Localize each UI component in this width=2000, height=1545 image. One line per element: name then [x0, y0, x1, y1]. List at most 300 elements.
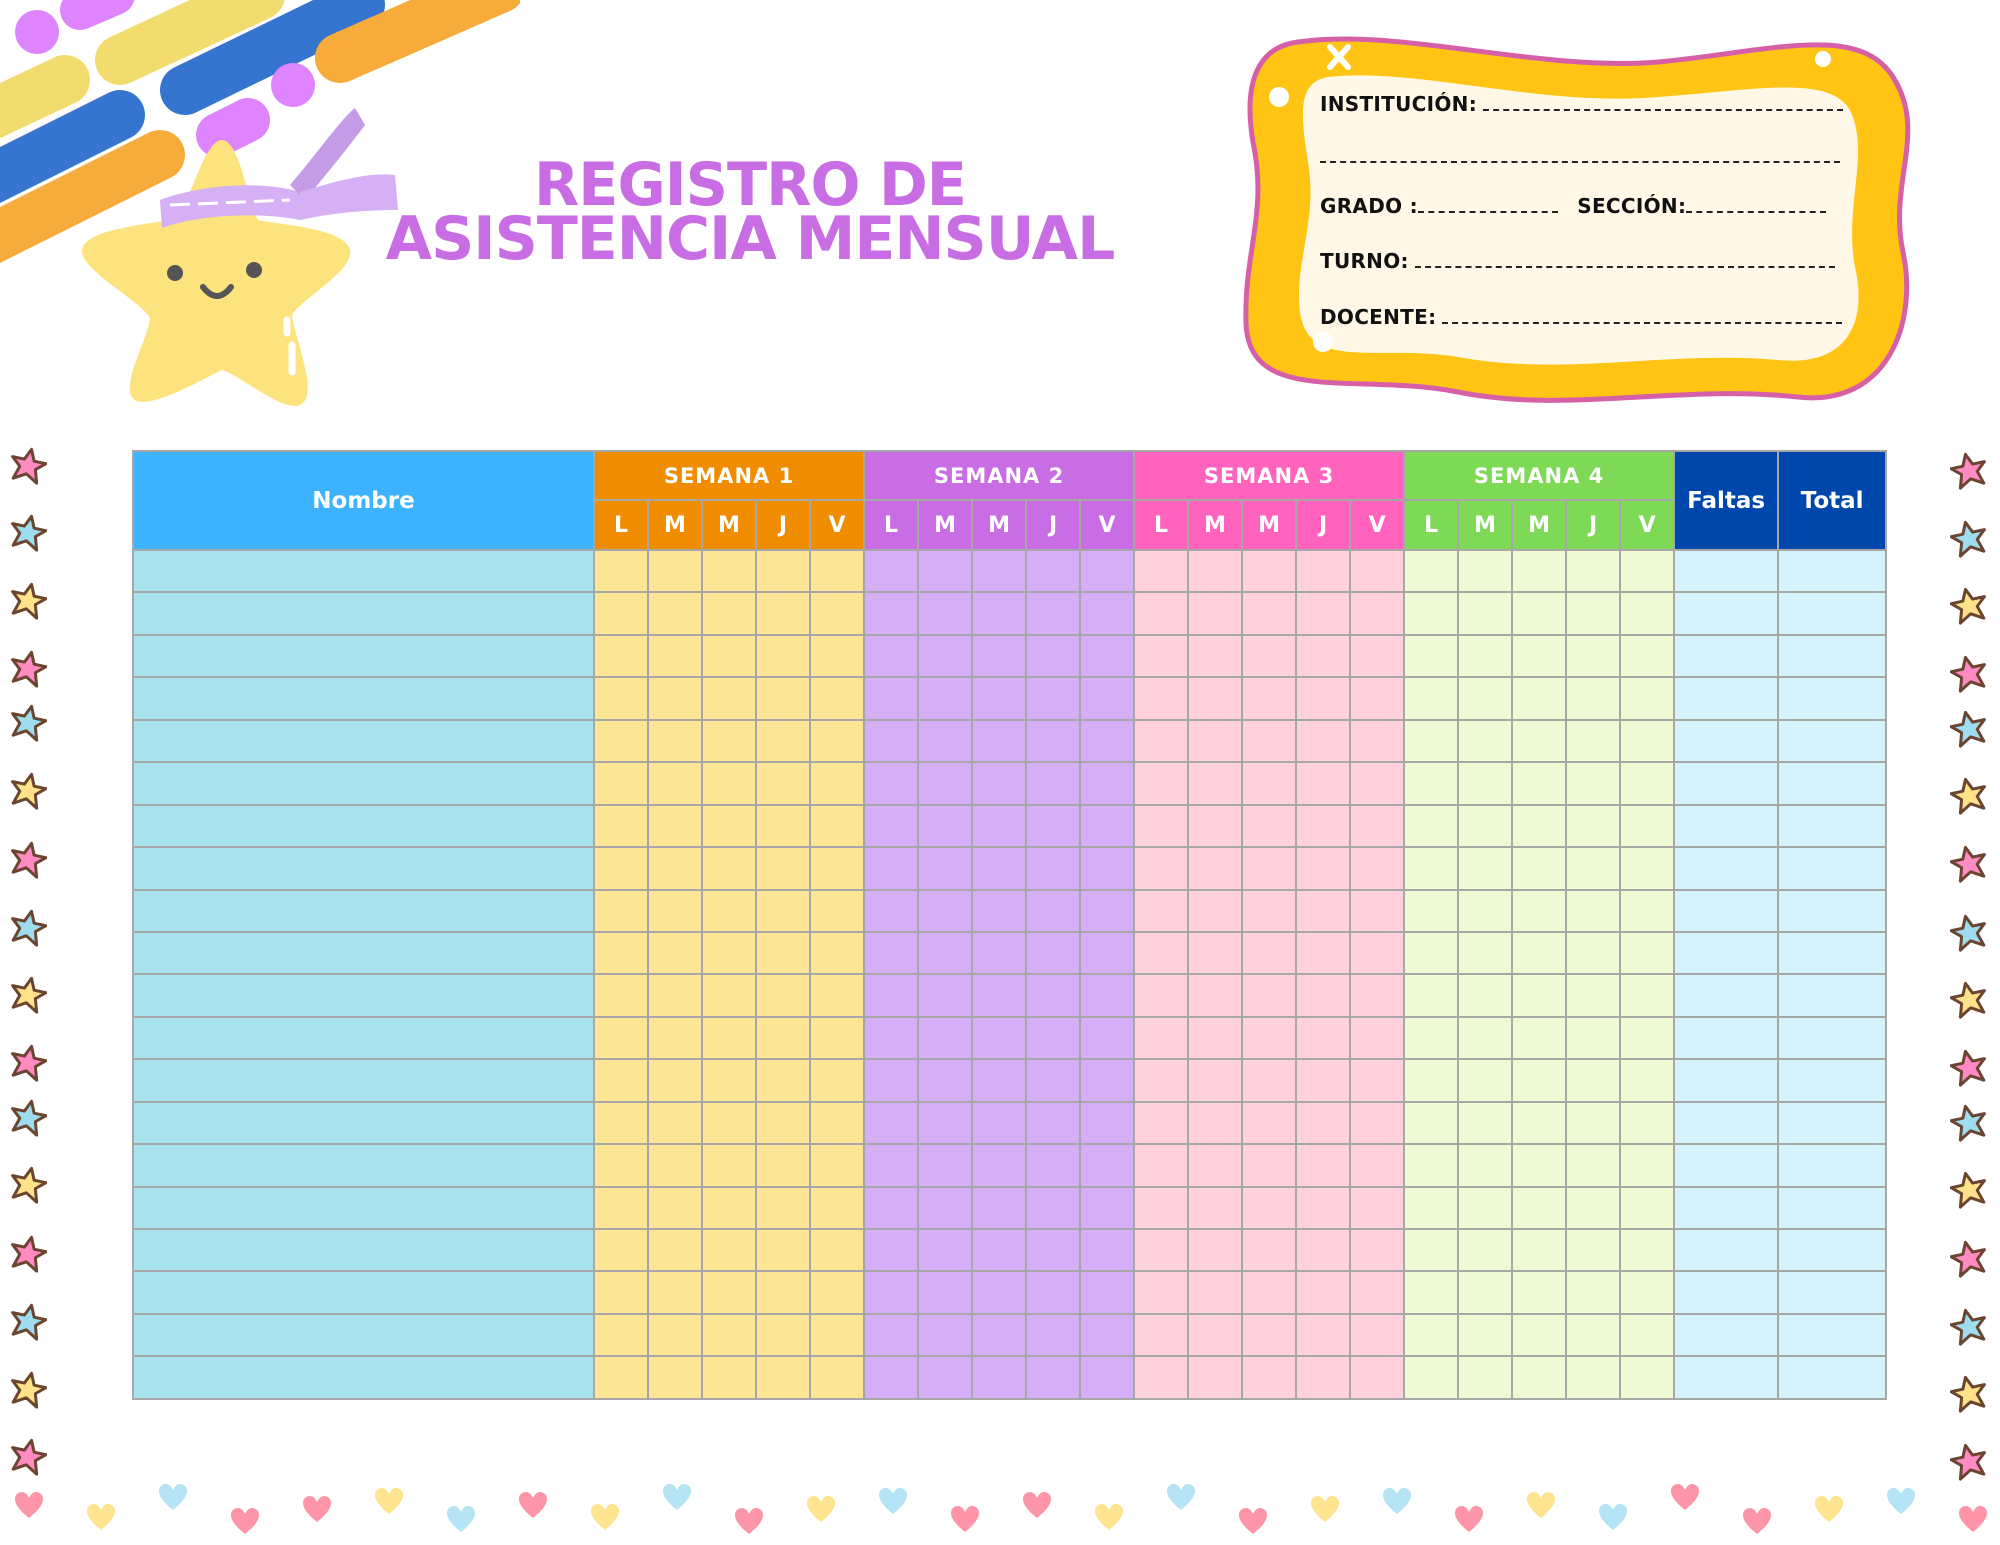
attendance-cell-semana-1[interactable]	[648, 720, 702, 762]
attendance-cell-semana-2[interactable]	[1080, 1356, 1134, 1398]
attendance-cell-semana-2[interactable]	[918, 1229, 972, 1271]
attendance-cell-semana-4[interactable]	[1404, 805, 1458, 847]
attendance-cell-semana-2[interactable]	[972, 677, 1026, 719]
attendance-cell-semana-1[interactable]	[648, 890, 702, 932]
attendance-cell-semana-4[interactable]	[1404, 1356, 1458, 1398]
attendance-cell-semana-4[interactable]	[1458, 1059, 1512, 1101]
attendance-cell-semana-4[interactable]	[1458, 635, 1512, 677]
attendance-cell-semana-2[interactable]	[918, 1314, 972, 1356]
attendance-cell-semana-1[interactable]	[648, 1229, 702, 1271]
attendance-cell-semana-3[interactable]	[1134, 1059, 1188, 1101]
attendance-cell-semana-4[interactable]	[1512, 1187, 1566, 1229]
attendance-cell-semana-4[interactable]	[1512, 592, 1566, 634]
attendance-cell-semana-2[interactable]	[864, 1187, 918, 1229]
attendance-cell-semana-4[interactable]	[1512, 1356, 1566, 1398]
attendance-cell-semana-4[interactable]	[1404, 592, 1458, 634]
attendance-cell-semana-3[interactable]	[1134, 1144, 1188, 1186]
attendance-cell-semana-4[interactable]	[1404, 1059, 1458, 1101]
attendance-cell-semana-1[interactable]	[756, 932, 810, 974]
attendance-cell-semana-2[interactable]	[864, 1144, 918, 1186]
attendance-cell-semana-1[interactable]	[810, 635, 864, 677]
attendance-cell-semana-2[interactable]	[972, 635, 1026, 677]
attendance-cell-semana-1[interactable]	[594, 1144, 648, 1186]
attendance-cell-semana-3[interactable]	[1134, 1187, 1188, 1229]
attendance-cell-semana-2[interactable]	[918, 635, 972, 677]
attendance-cell-semana-3[interactable]	[1134, 1271, 1188, 1313]
total-cell[interactable]	[1778, 720, 1886, 762]
attendance-cell-semana-2[interactable]	[864, 1102, 918, 1144]
attendance-cell-semana-1[interactable]	[594, 805, 648, 847]
attendance-cell-semana-2[interactable]	[1080, 1059, 1134, 1101]
attendance-cell-semana-3[interactable]	[1134, 847, 1188, 889]
attendance-cell-semana-1[interactable]	[702, 974, 756, 1016]
attendance-cell-semana-2[interactable]	[1026, 677, 1080, 719]
attendance-cell-semana-2[interactable]	[972, 974, 1026, 1016]
faltas-cell[interactable]	[1674, 762, 1778, 804]
attendance-cell-semana-3[interactable]	[1296, 932, 1350, 974]
attendance-cell-semana-4[interactable]	[1458, 720, 1512, 762]
attendance-cell-semana-4[interactable]	[1620, 1229, 1674, 1271]
attendance-cell-semana-2[interactable]	[1026, 1271, 1080, 1313]
attendance-cell-semana-2[interactable]	[864, 1059, 918, 1101]
attendance-cell-semana-1[interactable]	[810, 1271, 864, 1313]
attendance-cell-semana-2[interactable]	[918, 1144, 972, 1186]
attendance-cell-semana-1[interactable]	[648, 635, 702, 677]
attendance-cell-semana-4[interactable]	[1566, 932, 1620, 974]
faltas-cell[interactable]	[1674, 932, 1778, 974]
attendance-cell-semana-1[interactable]	[702, 1144, 756, 1186]
attendance-cell-semana-1[interactable]	[756, 1017, 810, 1059]
attendance-cell-semana-1[interactable]	[648, 932, 702, 974]
attendance-cell-semana-1[interactable]	[648, 1144, 702, 1186]
attendance-cell-semana-1[interactable]	[702, 932, 756, 974]
attendance-cell-semana-2[interactable]	[1080, 550, 1134, 592]
attendance-cell-semana-4[interactable]	[1458, 677, 1512, 719]
attendance-cell-semana-1[interactable]	[594, 720, 648, 762]
attendance-cell-semana-3[interactable]	[1188, 847, 1242, 889]
attendance-cell-semana-1[interactable]	[756, 1187, 810, 1229]
attendance-cell-semana-1[interactable]	[756, 677, 810, 719]
attendance-cell-semana-4[interactable]	[1620, 890, 1674, 932]
attendance-cell-semana-4[interactable]	[1620, 677, 1674, 719]
attendance-cell-semana-4[interactable]	[1566, 1229, 1620, 1271]
attendance-cell-semana-3[interactable]	[1296, 762, 1350, 804]
attendance-cell-semana-1[interactable]	[594, 1059, 648, 1101]
attendance-cell-semana-3[interactable]	[1296, 550, 1350, 592]
attendance-cell-semana-3[interactable]	[1188, 1017, 1242, 1059]
attendance-cell-semana-1[interactable]	[702, 1314, 756, 1356]
attendance-cell-semana-4[interactable]	[1566, 805, 1620, 847]
attendance-cell-semana-4[interactable]	[1512, 677, 1566, 719]
turno-field[interactable]	[1320, 249, 1835, 273]
total-cell[interactable]	[1778, 677, 1886, 719]
faltas-cell[interactable]	[1674, 1187, 1778, 1229]
attendance-cell-semana-1[interactable]	[756, 1144, 810, 1186]
attendance-cell-semana-2[interactable]	[918, 1102, 972, 1144]
attendance-cell-semana-3[interactable]	[1134, 635, 1188, 677]
total-cell[interactable]	[1778, 932, 1886, 974]
attendance-cell-semana-1[interactable]	[756, 847, 810, 889]
attendance-cell-semana-1[interactable]	[756, 592, 810, 634]
attendance-cell-semana-1[interactable]	[810, 677, 864, 719]
attendance-cell-semana-4[interactable]	[1566, 720, 1620, 762]
student-name-cell[interactable]	[133, 1187, 594, 1229]
attendance-cell-semana-3[interactable]	[1350, 1229, 1404, 1271]
attendance-cell-semana-2[interactable]	[972, 890, 1026, 932]
institucion-field-continuation[interactable]	[1320, 144, 1840, 168]
attendance-cell-semana-1[interactable]	[648, 1314, 702, 1356]
total-cell[interactable]	[1778, 1356, 1886, 1398]
attendance-cell-semana-4[interactable]	[1458, 890, 1512, 932]
attendance-cell-semana-1[interactable]	[756, 974, 810, 1016]
attendance-cell-semana-4[interactable]	[1566, 1059, 1620, 1101]
attendance-cell-semana-1[interactable]	[702, 550, 756, 592]
total-cell[interactable]	[1778, 1314, 1886, 1356]
attendance-cell-semana-2[interactable]	[972, 1017, 1026, 1059]
total-cell[interactable]	[1778, 592, 1886, 634]
attendance-cell-semana-2[interactable]	[918, 932, 972, 974]
attendance-cell-semana-4[interactable]	[1512, 1102, 1566, 1144]
attendance-cell-semana-1[interactable]	[756, 1271, 810, 1313]
attendance-cell-semana-2[interactable]	[864, 762, 918, 804]
attendance-cell-semana-1[interactable]	[648, 974, 702, 1016]
attendance-cell-semana-4[interactable]	[1404, 720, 1458, 762]
attendance-cell-semana-3[interactable]	[1350, 720, 1404, 762]
attendance-cell-semana-1[interactable]	[648, 592, 702, 634]
attendance-cell-semana-3[interactable]	[1350, 1017, 1404, 1059]
attendance-cell-semana-4[interactable]	[1458, 1144, 1512, 1186]
attendance-cell-semana-4[interactable]	[1458, 1314, 1512, 1356]
attendance-cell-semana-4[interactable]	[1458, 805, 1512, 847]
attendance-cell-semana-2[interactable]	[972, 1102, 1026, 1144]
attendance-cell-semana-4[interactable]	[1458, 847, 1512, 889]
docente-field[interactable]	[1320, 305, 1842, 329]
attendance-cell-semana-1[interactable]	[594, 635, 648, 677]
attendance-cell-semana-1[interactable]	[594, 1271, 648, 1313]
student-name-cell[interactable]	[133, 1102, 594, 1144]
attendance-cell-semana-3[interactable]	[1242, 1356, 1296, 1398]
attendance-cell-semana-2[interactable]	[1080, 1314, 1134, 1356]
total-cell[interactable]	[1778, 1271, 1886, 1313]
attendance-cell-semana-1[interactable]	[594, 1314, 648, 1356]
attendance-cell-semana-2[interactable]	[1026, 635, 1080, 677]
total-cell[interactable]	[1778, 847, 1886, 889]
attendance-cell-semana-2[interactable]	[918, 1271, 972, 1313]
attendance-cell-semana-2[interactable]	[1026, 720, 1080, 762]
attendance-cell-semana-4[interactable]	[1620, 1102, 1674, 1144]
attendance-cell-semana-3[interactable]	[1296, 1314, 1350, 1356]
attendance-cell-semana-2[interactable]	[972, 762, 1026, 804]
attendance-cell-semana-4[interactable]	[1404, 762, 1458, 804]
total-cell[interactable]	[1778, 550, 1886, 592]
grado-blank[interactable]	[1418, 210, 1558, 213]
attendance-cell-semana-3[interactable]	[1188, 1271, 1242, 1313]
attendance-cell-semana-3[interactable]	[1242, 890, 1296, 932]
attendance-cell-semana-1[interactable]	[702, 1059, 756, 1101]
attendance-cell-semana-3[interactable]	[1242, 1017, 1296, 1059]
attendance-cell-semana-1[interactable]	[702, 890, 756, 932]
attendance-cell-semana-4[interactable]	[1512, 550, 1566, 592]
attendance-cell-semana-4[interactable]	[1404, 1017, 1458, 1059]
attendance-cell-semana-4[interactable]	[1566, 974, 1620, 1016]
attendance-cell-semana-1[interactable]	[648, 677, 702, 719]
attendance-cell-semana-3[interactable]	[1296, 805, 1350, 847]
attendance-cell-semana-1[interactable]	[810, 932, 864, 974]
attendance-cell-semana-1[interactable]	[756, 1229, 810, 1271]
attendance-cell-semana-4[interactable]	[1512, 890, 1566, 932]
faltas-cell[interactable]	[1674, 890, 1778, 932]
attendance-cell-semana-3[interactable]	[1242, 847, 1296, 889]
attendance-cell-semana-3[interactable]	[1296, 847, 1350, 889]
attendance-cell-semana-1[interactable]	[648, 762, 702, 804]
attendance-cell-semana-3[interactable]	[1242, 592, 1296, 634]
faltas-cell[interactable]	[1674, 1059, 1778, 1101]
total-cell[interactable]	[1778, 1187, 1886, 1229]
attendance-cell-semana-4[interactable]	[1512, 1229, 1566, 1271]
attendance-cell-semana-4[interactable]	[1566, 1102, 1620, 1144]
attendance-cell-semana-3[interactable]	[1296, 1356, 1350, 1398]
student-name-cell[interactable]	[133, 805, 594, 847]
attendance-cell-semana-1[interactable]	[756, 1356, 810, 1398]
attendance-cell-semana-2[interactable]	[864, 677, 918, 719]
attendance-cell-semana-2[interactable]	[918, 550, 972, 592]
attendance-cell-semana-2[interactable]	[1080, 1102, 1134, 1144]
attendance-cell-semana-1[interactable]	[756, 1059, 810, 1101]
attendance-cell-semana-4[interactable]	[1566, 1314, 1620, 1356]
attendance-cell-semana-3[interactable]	[1350, 550, 1404, 592]
student-name-cell[interactable]	[133, 847, 594, 889]
attendance-cell-semana-3[interactable]	[1350, 1187, 1404, 1229]
attendance-cell-semana-3[interactable]	[1188, 550, 1242, 592]
faltas-cell[interactable]	[1674, 1314, 1778, 1356]
docente-blank[interactable]	[1442, 321, 1842, 324]
attendance-cell-semana-4[interactable]	[1512, 720, 1566, 762]
attendance-cell-semana-2[interactable]	[1080, 720, 1134, 762]
attendance-cell-semana-4[interactable]	[1620, 805, 1674, 847]
attendance-cell-semana-3[interactable]	[1134, 550, 1188, 592]
attendance-cell-semana-3[interactable]	[1134, 974, 1188, 1016]
attendance-cell-semana-2[interactable]	[864, 974, 918, 1016]
total-cell[interactable]	[1778, 635, 1886, 677]
attendance-cell-semana-4[interactable]	[1566, 592, 1620, 634]
attendance-cell-semana-3[interactable]	[1296, 890, 1350, 932]
attendance-cell-semana-4[interactable]	[1458, 1356, 1512, 1398]
attendance-cell-semana-2[interactable]	[1080, 1229, 1134, 1271]
attendance-cell-semana-1[interactable]	[810, 720, 864, 762]
attendance-cell-semana-1[interactable]	[702, 592, 756, 634]
attendance-cell-semana-2[interactable]	[1080, 677, 1134, 719]
attendance-cell-semana-3[interactable]	[1134, 762, 1188, 804]
total-cell[interactable]	[1778, 1017, 1886, 1059]
student-name-cell[interactable]	[133, 1314, 594, 1356]
student-name-cell[interactable]	[133, 1271, 594, 1313]
attendance-cell-semana-3[interactable]	[1350, 974, 1404, 1016]
attendance-cell-semana-4[interactable]	[1566, 1017, 1620, 1059]
attendance-cell-semana-4[interactable]	[1620, 1059, 1674, 1101]
attendance-cell-semana-3[interactable]	[1242, 1187, 1296, 1229]
attendance-cell-semana-1[interactable]	[810, 550, 864, 592]
attendance-cell-semana-2[interactable]	[864, 1229, 918, 1271]
attendance-cell-semana-1[interactable]	[648, 847, 702, 889]
attendance-cell-semana-2[interactable]	[1026, 1059, 1080, 1101]
attendance-cell-semana-2[interactable]	[918, 762, 972, 804]
attendance-cell-semana-4[interactable]	[1512, 1144, 1566, 1186]
attendance-cell-semana-1[interactable]	[594, 1356, 648, 1398]
attendance-cell-semana-2[interactable]	[1026, 1229, 1080, 1271]
attendance-cell-semana-4[interactable]	[1404, 1187, 1458, 1229]
attendance-cell-semana-4[interactable]	[1566, 1356, 1620, 1398]
attendance-cell-semana-1[interactable]	[810, 974, 864, 1016]
attendance-cell-semana-2[interactable]	[1080, 635, 1134, 677]
attendance-cell-semana-1[interactable]	[810, 1229, 864, 1271]
attendance-cell-semana-4[interactable]	[1512, 847, 1566, 889]
attendance-cell-semana-1[interactable]	[702, 762, 756, 804]
attendance-cell-semana-1[interactable]	[594, 1229, 648, 1271]
attendance-cell-semana-4[interactable]	[1512, 805, 1566, 847]
faltas-cell[interactable]	[1674, 1229, 1778, 1271]
attendance-cell-semana-2[interactable]	[864, 805, 918, 847]
attendance-cell-semana-1[interactable]	[648, 1271, 702, 1313]
attendance-cell-semana-3[interactable]	[1134, 1356, 1188, 1398]
attendance-cell-semana-3[interactable]	[1188, 1144, 1242, 1186]
attendance-cell-semana-2[interactable]	[972, 1271, 1026, 1313]
student-name-cell[interactable]	[133, 974, 594, 1016]
attendance-cell-semana-3[interactable]	[1242, 974, 1296, 1016]
attendance-cell-semana-3[interactable]	[1350, 1059, 1404, 1101]
attendance-cell-semana-2[interactable]	[864, 635, 918, 677]
attendance-cell-semana-2[interactable]	[1026, 805, 1080, 847]
faltas-cell[interactable]	[1674, 550, 1778, 592]
attendance-cell-semana-1[interactable]	[756, 890, 810, 932]
faltas-cell[interactable]	[1674, 847, 1778, 889]
attendance-cell-semana-2[interactable]	[918, 1059, 972, 1101]
attendance-cell-semana-4[interactable]	[1512, 635, 1566, 677]
attendance-cell-semana-1[interactable]	[702, 1229, 756, 1271]
attendance-cell-semana-3[interactable]	[1242, 1059, 1296, 1101]
faltas-cell[interactable]	[1674, 1017, 1778, 1059]
attendance-cell-semana-4[interactable]	[1566, 1187, 1620, 1229]
attendance-cell-semana-3[interactable]	[1350, 762, 1404, 804]
student-name-cell[interactable]	[133, 1059, 594, 1101]
attendance-cell-semana-3[interactable]	[1296, 592, 1350, 634]
attendance-cell-semana-1[interactable]	[594, 847, 648, 889]
attendance-cell-semana-2[interactable]	[1026, 932, 1080, 974]
attendance-cell-semana-3[interactable]	[1188, 1187, 1242, 1229]
attendance-cell-semana-2[interactable]	[1026, 890, 1080, 932]
attendance-cell-semana-2[interactable]	[972, 1356, 1026, 1398]
attendance-cell-semana-1[interactable]	[702, 1102, 756, 1144]
student-name-cell[interactable]	[133, 635, 594, 677]
attendance-cell-semana-4[interactable]	[1404, 890, 1458, 932]
attendance-cell-semana-2[interactable]	[918, 974, 972, 1016]
attendance-cell-semana-1[interactable]	[648, 550, 702, 592]
attendance-cell-semana-3[interactable]	[1188, 932, 1242, 974]
attendance-cell-semana-3[interactable]	[1242, 1314, 1296, 1356]
student-name-cell[interactable]	[133, 890, 594, 932]
attendance-cell-semana-4[interactable]	[1512, 1271, 1566, 1313]
attendance-cell-semana-2[interactable]	[864, 720, 918, 762]
attendance-cell-semana-1[interactable]	[756, 1102, 810, 1144]
attendance-cell-semana-1[interactable]	[756, 635, 810, 677]
attendance-cell-semana-2[interactable]	[1026, 1187, 1080, 1229]
attendance-cell-semana-1[interactable]	[756, 720, 810, 762]
faltas-cell[interactable]	[1674, 1356, 1778, 1398]
attendance-cell-semana-1[interactable]	[648, 1356, 702, 1398]
attendance-cell-semana-3[interactable]	[1242, 1271, 1296, 1313]
attendance-cell-semana-2[interactable]	[864, 1356, 918, 1398]
attendance-cell-semana-3[interactable]	[1350, 1102, 1404, 1144]
attendance-cell-semana-2[interactable]	[864, 1017, 918, 1059]
faltas-cell[interactable]	[1674, 1144, 1778, 1186]
attendance-cell-semana-4[interactable]	[1458, 1102, 1512, 1144]
attendance-cell-semana-2[interactable]	[972, 1187, 1026, 1229]
total-cell[interactable]	[1778, 1102, 1886, 1144]
institucion-blank[interactable]	[1483, 108, 1843, 111]
attendance-cell-semana-3[interactable]	[1134, 1314, 1188, 1356]
attendance-cell-semana-2[interactable]	[1080, 890, 1134, 932]
attendance-cell-semana-2[interactable]	[972, 720, 1026, 762]
attendance-cell-semana-3[interactable]	[1188, 974, 1242, 1016]
attendance-cell-semana-3[interactable]	[1188, 1102, 1242, 1144]
attendance-cell-semana-2[interactable]	[972, 592, 1026, 634]
attendance-cell-semana-4[interactable]	[1458, 1229, 1512, 1271]
attendance-cell-semana-3[interactable]	[1350, 1356, 1404, 1398]
faltas-cell[interactable]	[1674, 635, 1778, 677]
attendance-cell-semana-2[interactable]	[1026, 847, 1080, 889]
attendance-cell-semana-2[interactable]	[1080, 847, 1134, 889]
attendance-cell-semana-3[interactable]	[1188, 1356, 1242, 1398]
faltas-cell[interactable]	[1674, 1102, 1778, 1144]
attendance-cell-semana-4[interactable]	[1620, 550, 1674, 592]
attendance-cell-semana-1[interactable]	[702, 1356, 756, 1398]
attendance-cell-semana-1[interactable]	[594, 932, 648, 974]
attendance-cell-semana-4[interactable]	[1458, 932, 1512, 974]
attendance-cell-semana-4[interactable]	[1404, 1102, 1458, 1144]
attendance-cell-semana-3[interactable]	[1350, 677, 1404, 719]
attendance-cell-semana-2[interactable]	[1026, 1017, 1080, 1059]
attendance-cell-semana-2[interactable]	[1026, 974, 1080, 1016]
attendance-cell-semana-2[interactable]	[1026, 1144, 1080, 1186]
attendance-cell-semana-4[interactable]	[1404, 1144, 1458, 1186]
attendance-cell-semana-2[interactable]	[972, 1059, 1026, 1101]
attendance-cell-semana-2[interactable]	[918, 1356, 972, 1398]
attendance-cell-semana-2[interactable]	[1026, 1356, 1080, 1398]
attendance-cell-semana-2[interactable]	[918, 890, 972, 932]
attendance-cell-semana-3[interactable]	[1188, 762, 1242, 804]
attendance-cell-semana-1[interactable]	[702, 1017, 756, 1059]
attendance-cell-semana-1[interactable]	[594, 890, 648, 932]
attendance-cell-semana-3[interactable]	[1242, 1144, 1296, 1186]
total-cell[interactable]	[1778, 974, 1886, 1016]
attendance-cell-semana-4[interactable]	[1404, 1229, 1458, 1271]
attendance-cell-semana-1[interactable]	[594, 1187, 648, 1229]
attendance-cell-semana-3[interactable]	[1188, 677, 1242, 719]
student-name-cell[interactable]	[133, 1144, 594, 1186]
attendance-cell-semana-2[interactable]	[1080, 1271, 1134, 1313]
attendance-cell-semana-1[interactable]	[810, 805, 864, 847]
attendance-cell-semana-3[interactable]	[1134, 677, 1188, 719]
attendance-cell-semana-2[interactable]	[972, 847, 1026, 889]
attendance-cell-semana-3[interactable]	[1134, 1102, 1188, 1144]
attendance-cell-semana-1[interactable]	[702, 805, 756, 847]
attendance-cell-semana-3[interactable]	[1242, 805, 1296, 847]
attendance-cell-semana-2[interactable]	[1026, 592, 1080, 634]
attendance-cell-semana-2[interactable]	[864, 550, 918, 592]
attendance-cell-semana-1[interactable]	[702, 720, 756, 762]
attendance-cell-semana-3[interactable]	[1134, 592, 1188, 634]
attendance-cell-semana-4[interactable]	[1404, 1271, 1458, 1313]
institucion-blank-2[interactable]	[1320, 160, 1840, 163]
